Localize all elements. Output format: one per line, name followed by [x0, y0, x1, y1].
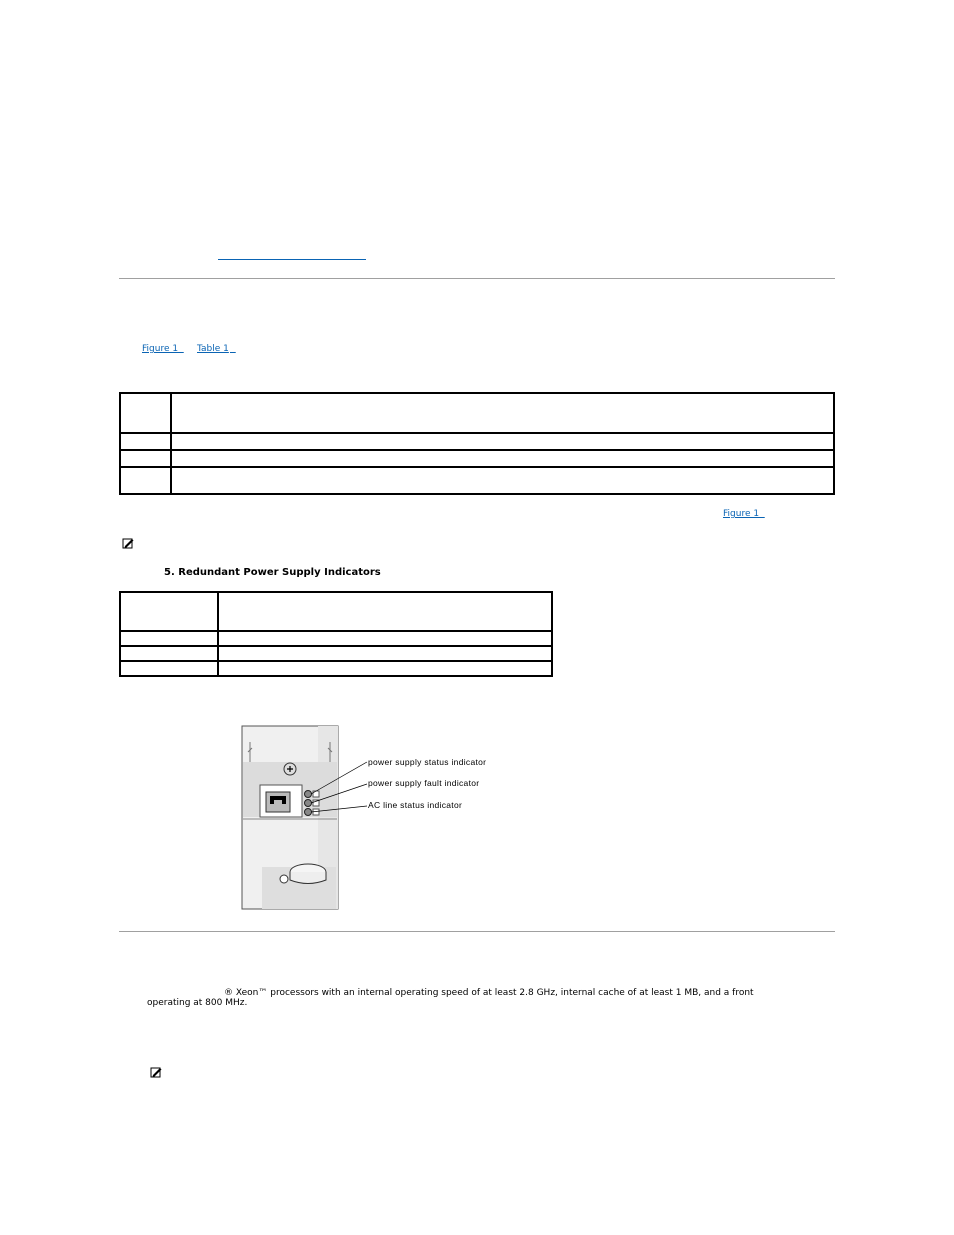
note-icon	[150, 1066, 162, 1078]
section-divider	[119, 931, 835, 932]
table-cell	[120, 433, 171, 450]
table-cell	[171, 467, 834, 494]
table-header-row	[120, 592, 552, 631]
table-row	[120, 467, 834, 494]
table-cell	[120, 646, 218, 661]
processor-text-line: operating at 800 MHz.	[147, 998, 248, 1008]
callout-fault-indicator: power supply fault indicator	[368, 778, 480, 788]
table-caption: 5. Redundant Power Supply Indicators	[164, 567, 381, 578]
link-gap	[230, 344, 238, 354]
table-row	[120, 646, 552, 661]
table-cell	[218, 646, 552, 661]
processor-text-line: ® Xeon™ processors with an internal operating speed of at least 2.8 GHz, internal cache of at least 1 MB, and a front	[224, 988, 754, 998]
table-cell	[218, 631, 552, 646]
power-supply-indicator-table	[119, 591, 553, 677]
section-divider	[119, 278, 835, 279]
table-cell	[120, 450, 171, 467]
table-cell	[120, 592, 218, 631]
figure-link[interactable]: Figure 1	[142, 344, 179, 354]
top-link[interactable]	[218, 248, 366, 260]
table-cell	[120, 393, 171, 433]
table-cell	[218, 661, 552, 676]
link-gap	[759, 509, 767, 519]
table-row	[120, 631, 552, 646]
table-cell	[120, 631, 218, 646]
callout-status-indicator: power supply status indicator	[368, 757, 487, 767]
table-header-row	[120, 393, 834, 433]
link-gap	[178, 344, 188, 354]
indicator-table	[119, 392, 835, 495]
table-link[interactable]: Table 1	[197, 344, 229, 354]
table-cell	[218, 592, 552, 631]
table-cell	[171, 433, 834, 450]
figure-link[interactable]: Figure 1	[723, 509, 760, 519]
table-cell	[120, 467, 171, 494]
table-row	[120, 661, 552, 676]
power-supply-illustration	[238, 722, 488, 914]
table-cell	[120, 661, 218, 676]
table-row	[120, 433, 834, 450]
note-icon	[122, 537, 134, 549]
callout-ac-line-indicator: AC line status indicator	[368, 800, 463, 810]
table-row	[120, 450, 834, 467]
table-cell	[171, 393, 834, 433]
table-cell	[171, 450, 834, 467]
